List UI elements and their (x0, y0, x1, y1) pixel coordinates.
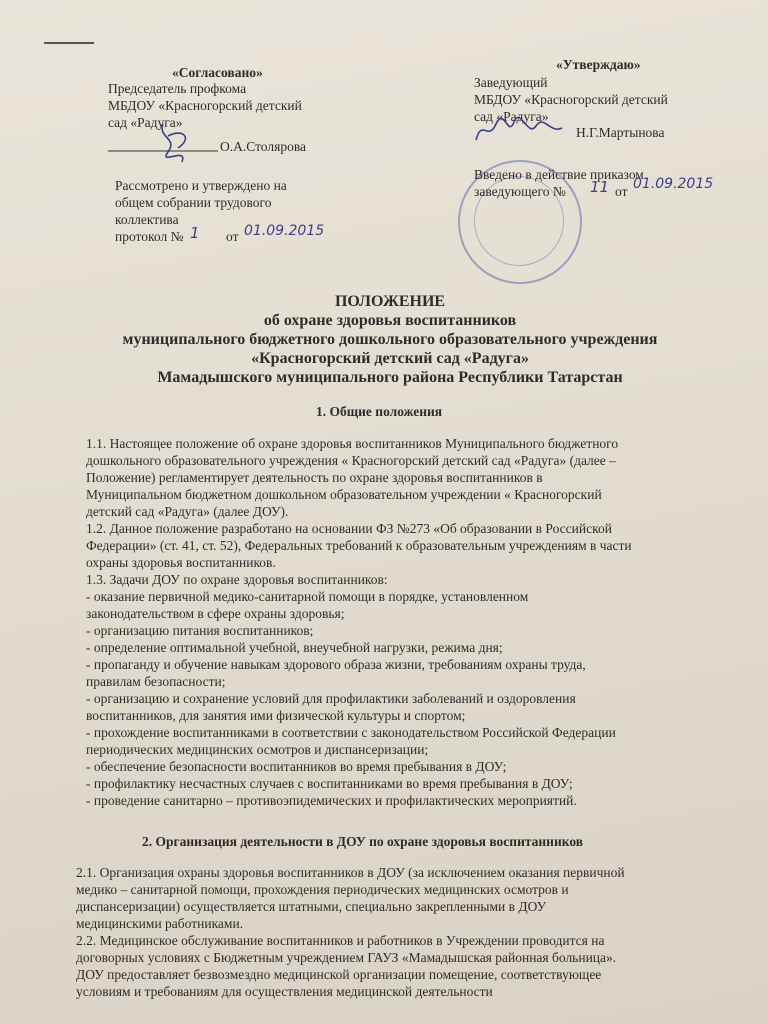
title-line4: «Красногорский детский сад «Радуга» (251, 350, 529, 367)
left-signature (108, 118, 218, 168)
text-line: Муниципальном бюджетном дошкольном образовательном учреждении « Красногорский (86, 487, 602, 502)
order-line1: Введено в действие приказом (474, 167, 644, 182)
left-line2: МБДОУ «Красногорский детский (108, 98, 302, 113)
text-line: - прохождение воспитанниками в соответствии с законодательством Российской Федерации (86, 725, 616, 740)
title-line5: Мамадышского муниципального района Республики Татарстан (157, 369, 623, 386)
left-reviewed3: коллектива (115, 212, 179, 227)
title-line3: муниципального бюджетного дошкольного образовательного учреждения (122, 331, 658, 348)
right-line3: сад «Радуга» (474, 109, 549, 124)
left-line1: Председатель профкома (108, 81, 247, 96)
text-line: дошкольного образовательного учреждения « Красногорский детский сад «Радуга» (далее – (86, 453, 616, 468)
text-line: диспансеризации) осуществляется штатными, специально закрепленными в ДОУ (76, 899, 547, 914)
text-line: - пропаганду и обучение навыкам здорового образа жизни, требованиям охраны труда, (86, 657, 586, 672)
left-reviewed1: Рассмотрено и утверждено на (115, 178, 287, 193)
section1-heading: 1. Общие положения (316, 404, 443, 419)
title-line1: ПОЛОЖЕНИЕ (334, 293, 446, 310)
text-line: 2.2. Медицинское обслуживание воспитанников и работников в Учреждении проводится на (76, 933, 605, 948)
text-line: Положение) регламентирует деятельность по охране здоровья воспитанников в (86, 470, 543, 485)
text-line: законодательством в сфере охраны здоровья; (86, 606, 345, 621)
text-line: - организацию питания воспитанников; (86, 623, 314, 638)
text-line: 1.3. Задачи ДОУ по охране здоровья воспитанников: (86, 572, 388, 587)
title-line2: об охране здоровья воспитанников (263, 312, 517, 329)
right-line1: Заведующий (474, 75, 548, 90)
order-number: 11 (590, 178, 610, 196)
text-line: 1.2. Данное положение разработано на основании ФЗ №273 «Об образовании в Российской (86, 521, 612, 536)
text-line: Федерации» (ст. 41, ст. 52), Федеральных требований к образовательным учреждениям в части (86, 538, 632, 553)
right-signature (470, 112, 570, 152)
section2-body (76, 864, 726, 1000)
section1-body (86, 435, 714, 809)
protocol-number: 1 (190, 224, 200, 242)
text-line: - определение оптимальной учебной, внеучебной нагрузки, режима дня; (86, 640, 503, 655)
text-line: детский сад «Радуга» (далее ДОУ). (86, 504, 289, 519)
protocol-date: 01.09.2015 (244, 223, 325, 239)
text-line: охраны здоровья воспитанников. (86, 555, 276, 570)
section2-heading: 2. Организация деятельности в ДОУ по охране здоровья воспитанников (142, 834, 584, 849)
text-line: воспитанников, для занятия ими физической культуры и спортом; (86, 708, 466, 723)
left-signer: О.А.Столярова (220, 139, 307, 154)
text-line: медицинскими работниками. (76, 916, 244, 931)
text-line: - проведение санитарно – противоэпидемических и профилактических мероприятий. (86, 793, 577, 808)
text-line: - профилактику несчастных случаев с воспитанниками во время пребывания в ДОУ; (86, 776, 573, 791)
text-line: 1.1. Настоящее положение об охране здоровья воспитанников Муниципального бюджетного (86, 436, 619, 451)
text-line: условиям и требованиям для осуществления медицинской деятельности (76, 984, 493, 999)
text-line: ДОУ предоставляет безвозмездно медицинской организации помещение, соответствующее (76, 967, 602, 982)
text-line: - обеспечение безопасности воспитанников во время пребывания в ДОУ; (86, 759, 507, 774)
text-line: 2.1. Организация охраны здоровья воспитанников в ДОУ (за исключением оказания первичной (76, 865, 625, 880)
protocol-label: протокол № (115, 229, 184, 244)
order-label: заведующего № (474, 184, 566, 199)
text-line: договорных условиях с Бюджетным учреждением ГАУЗ «Мамадышская районная больница». (76, 950, 617, 965)
text-line: - организацию и сохранение условий для профилактики заболеваний и оздоровления (86, 691, 576, 706)
title-block (90, 292, 690, 387)
order-date: 01.09.2015 (633, 176, 714, 192)
left-reviewed2: общем собрании трудового (115, 195, 272, 210)
text-line: медико – санитарной помощи, прохождения периодических медицинских осмотров и (76, 882, 569, 897)
edge-mark (44, 42, 94, 44)
right-signer: Н.Г.Мартынова (576, 125, 665, 140)
order-from: от (615, 184, 628, 199)
protocol-from: от (226, 229, 239, 244)
text-line: правилам безопасности; (86, 674, 226, 689)
text-line: - оказание первичной медико-санитарной помощи в порядке, установленном (86, 589, 529, 604)
left-line3: сад «Радуга» (108, 115, 183, 130)
left-heading: «Согласовано» (172, 65, 263, 80)
right-heading: «Утверждаю» (556, 57, 641, 72)
text-line: периодических медицинских осмотров и диспансеризации; (86, 742, 429, 757)
right-line2: МБДОУ «Красногорский детский (474, 92, 668, 107)
